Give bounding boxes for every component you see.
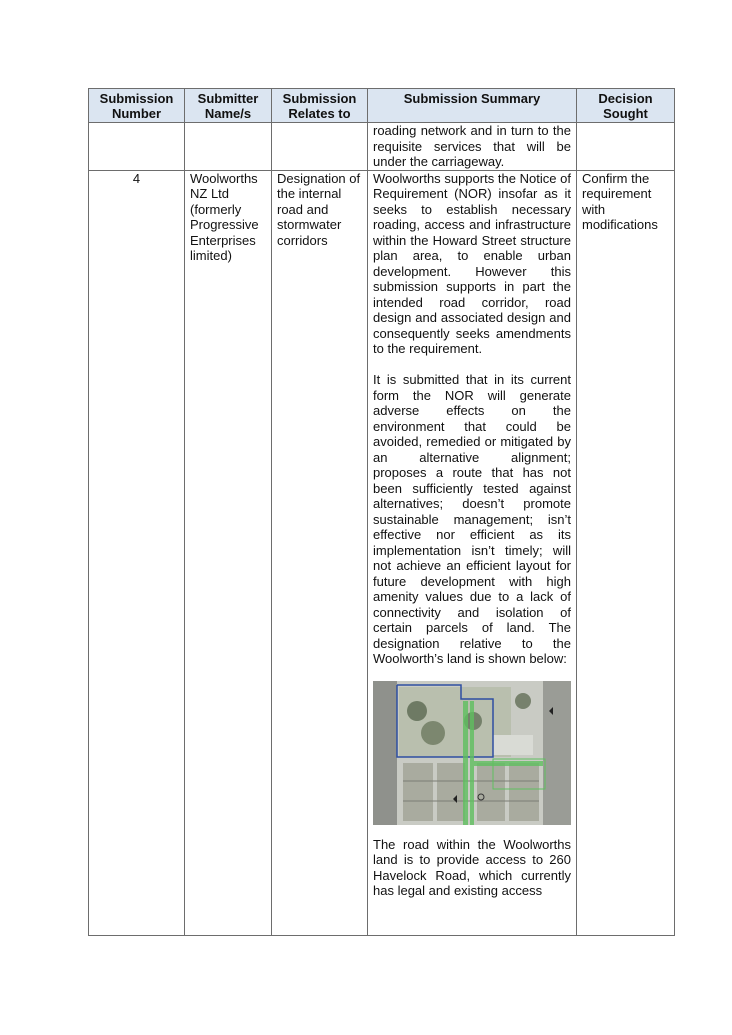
submission-summary — [368, 170, 577, 935]
submitter-name: Woolworths NZ Ltd (formerly Progressive Enterprises limited) — [185, 170, 272, 935]
header-decision-sought: Decision Sought — [577, 89, 675, 123]
header-submission-summary: Submission Summary — [368, 89, 577, 123]
header-submission-relates-to: Submission Relates to — [272, 89, 368, 123]
summary-paragraph-2: It is submitted that in its current form the NOR will generate adverse effects on the environment that could be avoided, remedied or mitigated by an alternative alignment; proposes a route that has not been sufficiently tested against alternatives; doesn’t promote sustainable management; isn’t effective nor efficient as its implementation isn’t timely; will not achieve an efficient layout for future development with high amenity values due to a lack of connectivity and isolation of certain parcels of land. The designation relative to the Woolworth’s land is shown below: — [373, 372, 571, 666]
submissions-table — [88, 88, 675, 936]
continuation-row — [89, 123, 675, 171]
submission-relates-to: Designation of the internal road and stormwater corridors — [272, 170, 368, 935]
designation-aerial-map — [373, 681, 571, 825]
header-row — [89, 89, 675, 123]
submission-number: 4 — [89, 170, 185, 935]
decision-sought: Confirm the requirement with modifications — [577, 170, 675, 935]
continuation-summary: roading network and in turn to the requisite services that will be under the carriageway. — [368, 123, 577, 171]
header-submission-number: Submission Number — [89, 89, 185, 123]
summary-paragraph-1: Woolworths supports the Notice of Requirement (NOR) insofar as it seeks to establish necessary roading, access and infrastructure within the Howard Street structure plan area, to enable urban development. However this submission supports in part the intended road corridor, road design and associated design and consequently seeks amendments to the requirement. — [373, 170, 571, 356]
summary-paragraph-3: The road within the Woolworths land is to provide access to 260 Havelock Road, which currently has legal and existing access — [373, 836, 571, 898]
header-submitter-names: Submitter Name/s — [185, 89, 272, 123]
table-row — [89, 170, 675, 935]
